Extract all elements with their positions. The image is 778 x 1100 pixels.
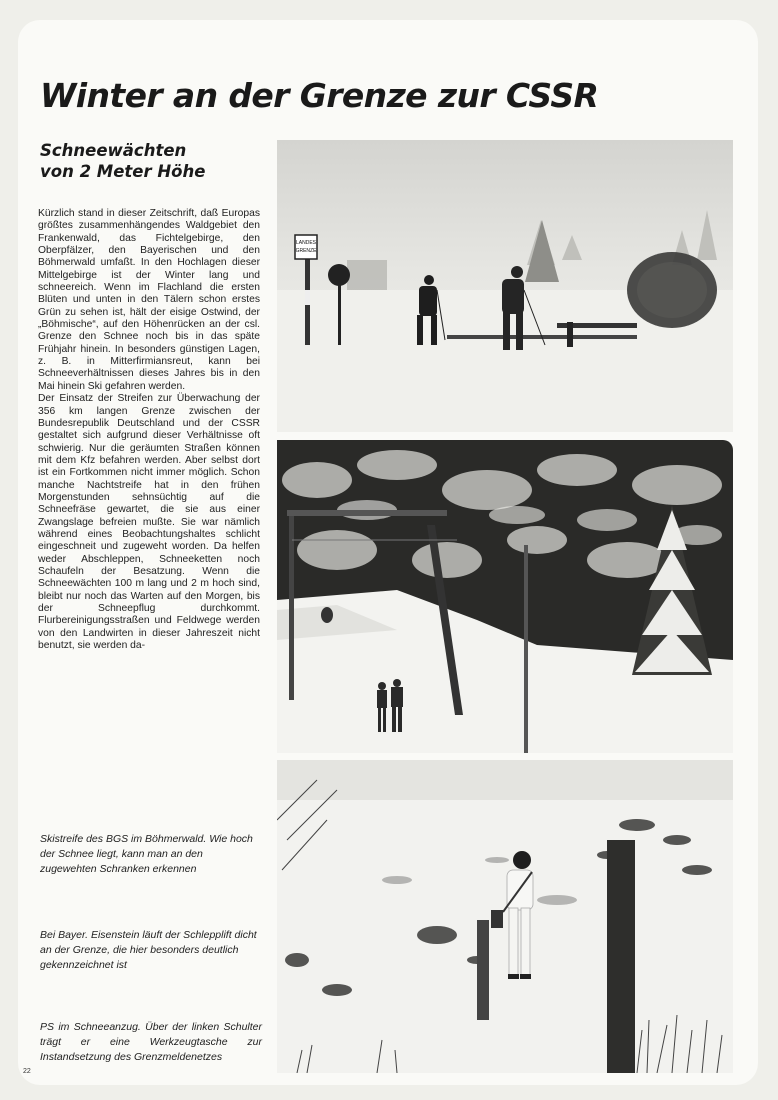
- photo-ps-snow-suit: [277, 760, 733, 1073]
- border-sign-line: GRENZE: [295, 248, 317, 254]
- article-subtitle: [40, 140, 270, 182]
- caption-photo-2: Bei Bayer. Eisenstein läuft der Schlepplift dicht an der Grenze, die hier besonders deutlich gekennzeichnet ist: [40, 929, 257, 971]
- caption-photo-3: PS im Schneeanzug. Über der linken Schulter trägt er eine Werkzeugtasche zur Instandsetzung des Grenzmeldenetzes: [40, 1021, 262, 1063]
- body-paragraph: Kürzlich stand in dieser Zeitschrift, daß Europas größtes zusammenhängendes Waldgebiet den Frankenwald, das Fichtelgebirge, den Oberpfälzer, den Bayerischen und den Böhmerwald umfaßt. In den Hochlagen dieser Mittelgebirge ist der Winter lang und schneereich. Wenn im Flachland die ersten Blüten und unten in den Tälern schon erstes Grün zu sehen ist, hält der eisige Ostwind, der „Böhmische“, auf den Höhenrücken an der csl. Grenze den Schnee noch bis in das späte Frühjahr hinein. In besonders günstigen Lagen, z. B. in Mitterfirmiansreut, kann bei Schneeverhältnissen dieses Jahres bis in den Mai hinein Ski gefahren werden.: [38, 208, 260, 392]
- photo-ski-patrol: [277, 140, 733, 432]
- body-paragraph: Der Einsatz der Streifen zur Überwachung der 356 km langen Grenze zwischen der Bundesrepublik Deutschland und der CSSR gestaltet sich aufgrund dieser Verhältnisse oft schwierig. Nur die geräumten Straßen können mit dem Kfz befahren werden. Aber selbst dort ist ein Fortkommen nicht immer möglich. Schon manche Nachtstreife hat in den frühen Morgenstunden sehnsüchtig auf die Schneefräse gewartet, die sie aus einer Zwangslage befreien mußte. Sie war nämlich während eines Beobachtungshaltes schlicht eingeschneit und zugeweht worden. Da helfen weder Abschleppen, Schneeketten noch Schaufeln der Besatzung. Wenn die Schneewächten 100 m lang und 2 m hoch sind, bleibt nur noch das Warten auf den Morgen, bis der Schneepflug durchkommt. Flurbereinigungsstraßen und Feldwege werden von den Landwirten in dieser Jahreszeit nicht benutzt, sie werden da-: [38, 393, 260, 652]
- border-sign-line: LANDES: [295, 240, 317, 246]
- article-title: Winter an der Grenze zur CSSR: [40, 76, 599, 115]
- caption-photo-1: Skistreife des BGS im Böhmerwald. Wie hoch der Schnee liegt, kann man an den zugewehten Schranken erkennen: [40, 833, 253, 875]
- subtitle-line: Schneewächten: [40, 141, 187, 160]
- photo-ski-lift: [277, 440, 733, 753]
- page-number: 22: [23, 1068, 31, 1075]
- subtitle-line: von 2 Meter Höhe: [40, 162, 206, 181]
- article-body: [38, 208, 260, 652]
